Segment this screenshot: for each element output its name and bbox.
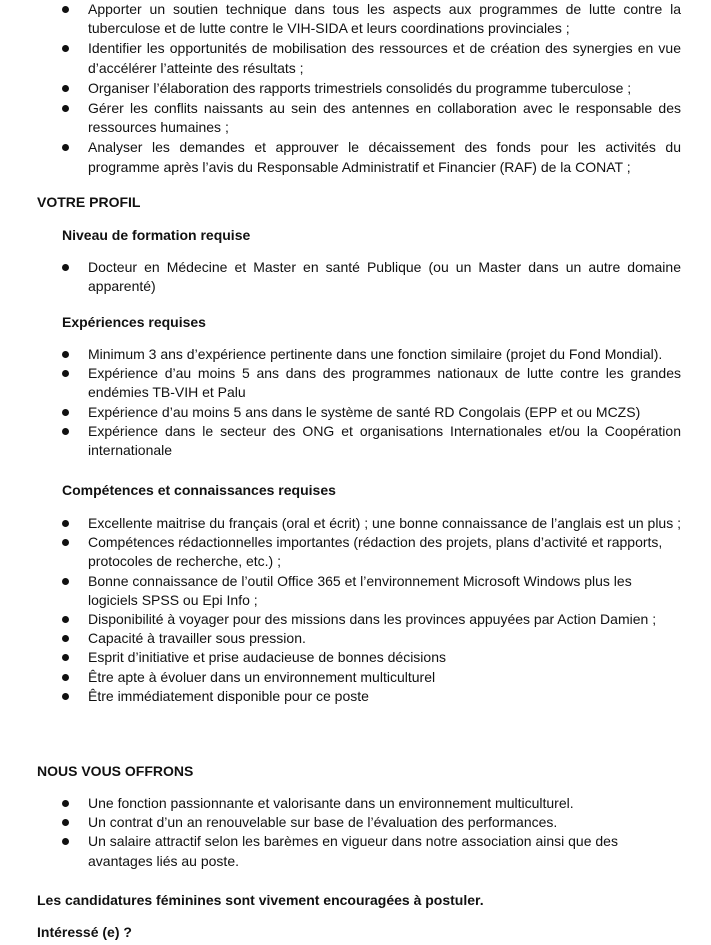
education-list <box>0 258 711 296</box>
list-item: Apporter un soutien technique dans tous les aspects aux programmes de lutte contre la tuberculose et de lutte contre le VIH-SIDA et leurs coordinations provinciales ; <box>0 0 711 38</box>
bullet-icon <box>62 635 69 642</box>
bullet-icon <box>62 539 69 546</box>
offer-list <box>0 794 711 871</box>
bullet-icon <box>62 370 69 377</box>
list-item: Bonne connaissance de l’outil Office 365 et l’environnement Microsoft Windows plus les logiciels SPSS ou Epi Info ; <box>0 572 711 610</box>
list-item: Analyser les demandes et approuver le décaissement des fonds pour les activités du programme après l’avis du Responsable Administratif et Financier (RAF) de la CONAT ; <box>0 138 711 176</box>
bullet-icon <box>62 654 69 661</box>
list-item: Esprit d’initiative et prise audacieuse de bonnes décisions <box>0 648 711 667</box>
bullet-icon <box>62 351 69 358</box>
list-item: Compétences rédactionnelles importantes (rédaction des projets, plans d’activité et rapports, protocoles de recherche, etc.) ; <box>0 533 711 571</box>
list-item: Disponibilité à voyager pour des missions dans les provinces appuyées par Action Damien ; <box>0 610 711 629</box>
list-item: Expérience dans le secteur des ONG et organisations Internationales et/ou la Coopération internationale <box>0 422 711 460</box>
women-encouraged-note: Les candidatures féminines sont vivement encouragées à postuler. <box>37 892 484 908</box>
bullet-icon <box>62 85 69 92</box>
list-item: Expérience d’au moins 5 ans dans des programmes nationaux de lutte contre les grandes endémies TB-VIH et Palu <box>0 364 711 402</box>
bullet-icon <box>62 45 69 52</box>
skills-list <box>0 514 711 706</box>
list-item: Excellente maitrise du français (oral et écrit) ; une bonne connaissance de l’anglais est un plus ; <box>0 514 711 533</box>
education-heading: Niveau de formation requise <box>62 227 251 243</box>
list-item: Expérience d’au moins 5 ans dans le système de santé RD Congolais (EPP et ou MCZS) <box>0 403 711 422</box>
bullet-icon <box>62 800 69 807</box>
experience-list <box>0 345 711 460</box>
bullet-icon <box>62 578 69 585</box>
bullet-icon <box>62 144 69 151</box>
list-item: Minimum 3 ans d’expérience pertinente dans une fonction similaire (projet du Fond Mondial). <box>0 345 711 364</box>
list-item: Être apte à évoluer dans un environnement multiculturel <box>0 668 711 687</box>
bullet-icon <box>62 819 69 826</box>
list-item: Docteur en Médecine et Master en santé Publique (ou un Master dans un autre domaine apparenté) <box>0 258 711 296</box>
profile-heading: VOTRE PROFIL <box>37 194 141 210</box>
bullet-icon <box>62 428 69 435</box>
bullet-icon <box>62 264 69 271</box>
list-item: Être immédiatement disponible pour ce poste <box>0 687 711 706</box>
bullet-icon <box>62 6 69 13</box>
bullet-icon <box>62 838 69 845</box>
bullet-icon <box>62 616 69 623</box>
offer-heading: NOUS VOUS OFFRONS <box>37 763 194 779</box>
bullet-icon <box>62 409 69 416</box>
list-item: Identifier les opportunités de mobilisation des ressources et de création des synergies en vue d’accélérer l’atteinte des résultats ; <box>0 39 711 77</box>
list-item: Un contrat d’un an renouvelable sur base de l’évaluation des performances. <box>0 813 711 832</box>
list-item: Un salaire attractif selon les barèmes en vigueur dans notre association ainsi que des avantages liés au poste. <box>0 832 711 870</box>
list-item: Capacité à travailler sous pression. <box>0 629 711 648</box>
bullet-icon <box>62 520 69 527</box>
interested-prompt: Intéressé (e) ? <box>37 924 132 940</box>
bullet-icon <box>62 105 69 112</box>
responsibilities-list <box>0 0 711 177</box>
list-item: Organiser l’élaboration des rapports trimestriels consolidés du programme tuberculose ; <box>0 79 711 98</box>
list-item: Gérer les conflits naissants au sein des antennes en collaboration avec le responsable des ressources humaines ; <box>0 99 711 137</box>
experience-heading: Expériences requises <box>62 314 206 330</box>
bullet-icon <box>62 693 69 700</box>
bullet-icon <box>62 674 69 681</box>
list-item: Une fonction passionnante et valorisante dans un environnement multiculturel. <box>0 794 711 813</box>
skills-heading: Compétences et connaissances requises <box>62 482 336 498</box>
